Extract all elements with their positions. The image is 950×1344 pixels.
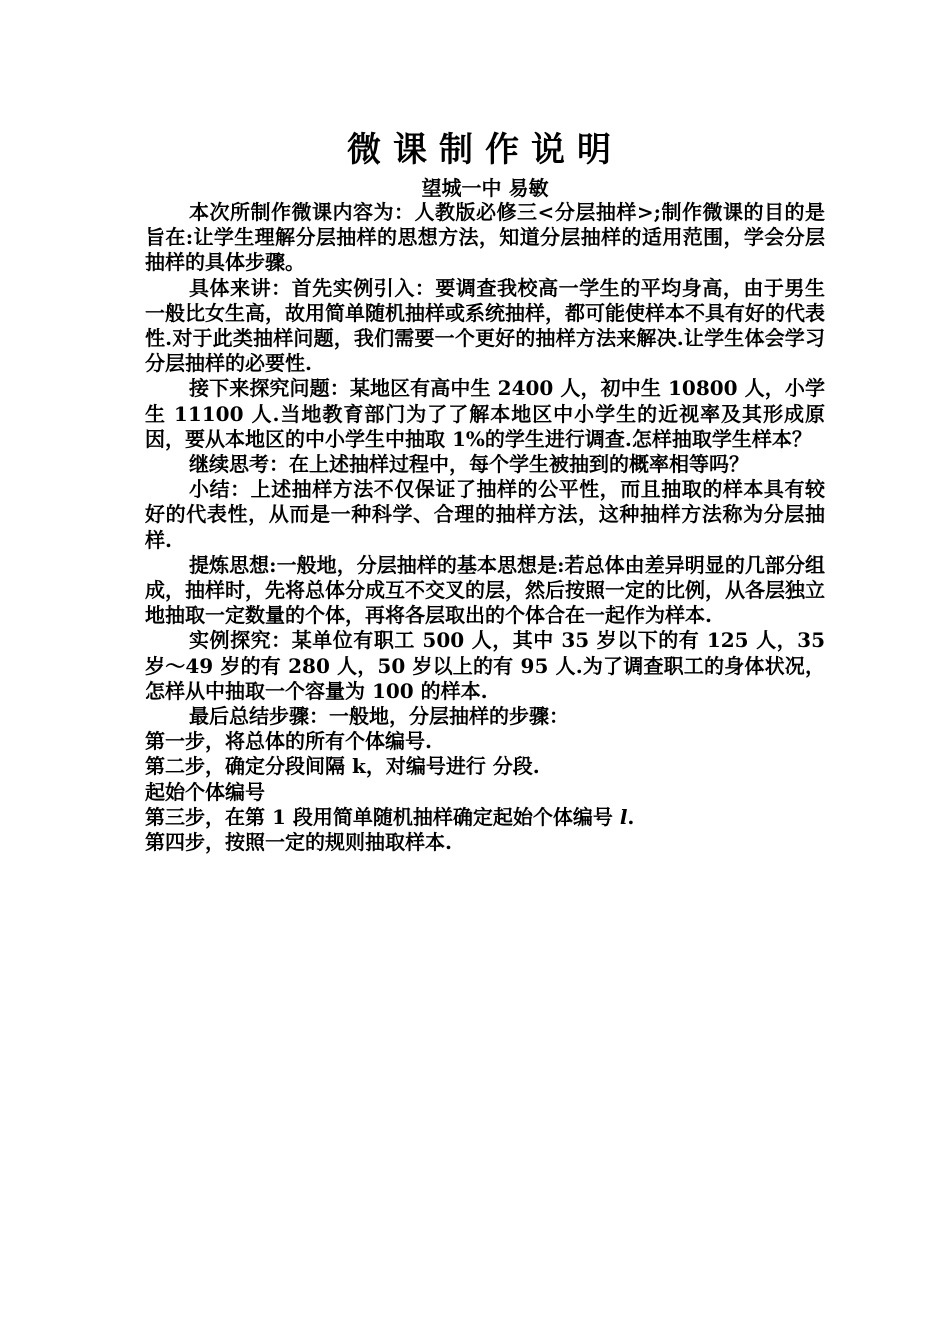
document-body — [145, 200, 825, 855]
paragraph-example-exploration: 实例探究：某单位有职工 500 人，其中 35 岁以下的有 125 人，35 岁～49 岁的有 280 人，50 岁以上的有 95 人.为了调查职工的身体状况，怎样从中抽取一个容量为 100 的样本. — [145, 628, 825, 703]
step-2-note: 起始个体编号 — [145, 779, 265, 804]
paragraph-example-intro: 具体来讲：首先实例引入：要调查我校高一学生的平均身高，由于男生一般比女生高，故用简单随机抽样或系统抽样，都可能使样本不具有好的代表性.对于此类抽样问题，我们需要一个更好的抽样方法来解决.让学生体会学习分层抽样的必要性. — [145, 275, 825, 376]
document-author: 望城一中 易敏 — [421, 176, 549, 200]
step-3-variable: l — [619, 804, 628, 829]
paragraph-intro: 本次所制作微课内容为：人教版必修三<分层抽样>;制作微课的目的是旨在:让学生理解分层抽样的思想方法，知道分层抽样的适用范围，学会分层抽样的具体步骤。 — [145, 200, 825, 275]
document-title: 微课制作说明 — [347, 130, 623, 170]
step-4: 第四步，按照一定的规则抽取样本. — [145, 830, 452, 855]
step-3-end: . — [627, 804, 635, 829]
step-1: 第一步，将总体的所有个体编号. — [145, 729, 432, 754]
step-3-text: 第三步，在第 1 段用简单随机抽样确定起始个体编号 — [145, 804, 620, 829]
paragraph-further-thinking: 继续思考：在上述抽样过程中，每个学生被抽到的概率相等吗？ — [189, 452, 749, 477]
document-content — [145, 128, 825, 855]
step-3 — [145, 805, 825, 830]
paragraph-summary: 小结：上述抽样方法不仅保证了抽样的公平性，而且抽取的样本具有较好的代表性，从而是一种科学、合理的抽样方法，这种抽样方法称为分层抽样. — [145, 477, 825, 552]
step-2: 第二步，确定分段间隔 k，对编号进行 分段. — [145, 754, 540, 779]
paragraph-steps-intro: 最后总结步骤：一般地，分层抽样的步骤： — [189, 704, 569, 729]
paragraph-core-idea: 提炼思想:一般地，分层抽样的基本思想是:若总体由差异明显的几部分组成，抽样时，先将总体分成互不交叉的层，然后按照一定的比例，从各层独立地抽取一定数量的个体，再将各层取出的个体合在一起作为样本. — [145, 552, 825, 628]
paragraph-problem: 接下来探究问题：某地区有高中生 2400 人，初中生 10800 人，小学生 11100 人.当地教育部门为了了解本地区中小学生的近视率及其形成原因，要从本地区的中小学生中抽取 1%的学生进行调查.怎样抽取学生样本？ — [145, 376, 825, 451]
